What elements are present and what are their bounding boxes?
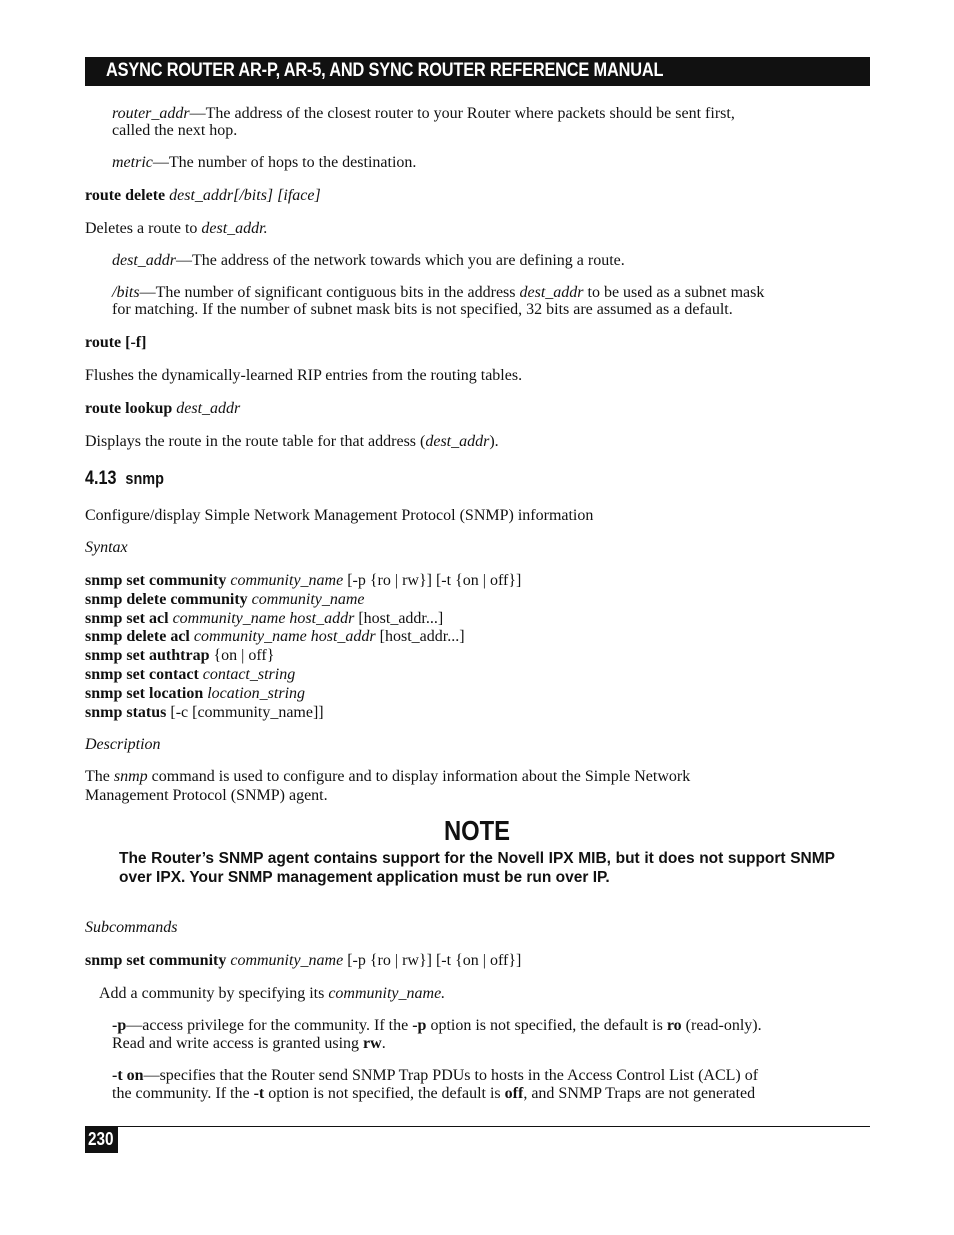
section-heading: 4.13 snmp — [85, 468, 164, 489]
syntax-line: snmp set acl community_name host_addr [host_addr...] — [85, 609, 444, 627]
route-flush-syntax: route [-f] — [85, 334, 147, 351]
route-lookup-desc: Displays the route in the route table for that address (dest_addr). — [85, 433, 499, 450]
description-line-2: Management Protocol (SNMP) agent. — [85, 787, 328, 804]
syntax-label: Syntax — [85, 539, 128, 556]
sub-t-line-2: the community. If the -t option is not specified, the default is off, and SNMP Traps are not generated — [112, 1085, 756, 1102]
syntax-line: snmp delete acl community_name host_addr [host_addr...] — [85, 628, 465, 646]
page-number-box — [85, 1126, 118, 1153]
description-label: Description — [85, 736, 161, 753]
bits-line-1: /bits—The number of significant contiguous bits in the address dest_addr to be used as a subnet mask — [112, 284, 765, 301]
syntax-line: snmp set location location_string — [85, 684, 306, 702]
sub-t-line-1: -t on—specifies that the Router send SNMP Trap PDUs to hosts in the Access Control List (ACL) of — [112, 1067, 759, 1084]
syntax-line: snmp delete community community_name — [85, 590, 365, 608]
sub-add-desc: Add a community by specifying its community_name. — [99, 985, 446, 1002]
syntax-line: snmp set contact contact_string — [85, 666, 296, 683]
router-addr-line-2: called the next hop. — [112, 122, 238, 139]
sub-snmp-set-community: snmp set community community_name [-p {ro | rw}] [-t {on | off}] — [85, 952, 522, 969]
route-lookup-syntax: route lookup dest_addr — [85, 400, 241, 417]
footer-rule — [85, 1126, 870, 1127]
bits-line-2: for matching. If the number of subnet mask bits is not specified, 32 bits are assumed as a default. — [112, 301, 733, 318]
route-flush-desc: Flushes the dynamically-learned RIP entries from the routing tables. — [85, 367, 523, 384]
subcommands-label: Subcommands — [85, 919, 178, 936]
section-intro: Configure/display Simple Network Management Protocol (SNMP) information — [85, 507, 594, 524]
metric-line: metric—The number of hops to the destination. — [112, 154, 417, 171]
dest-addr-line: dest_addr—The address of the network towards which you are defining a route. — [112, 252, 625, 269]
route-delete-syntax: route delete dest_addr[/bits] [iface] — [85, 187, 321, 204]
header-bar — [85, 57, 870, 86]
note-title: NOTE — [443, 815, 511, 846]
router-addr-line-1: router_addr—The address of the closest router to your Router where packets should be sent first, — [112, 105, 735, 122]
note-text: The Router’s SNMP agent contains support for the Novell IPX MIB, but it does not support SNMP over IPX. Your SNMP management application must be run over IP. — [119, 850, 835, 886]
syntax-line: snmp status [-c [community_name]] — [85, 703, 324, 721]
description-line-1: The snmp command is used to configure and to display information about the Simple Network — [85, 768, 691, 785]
syntax-line: snmp set community community_name [-p {ro | rw}] [-t {on | off}] — [85, 572, 522, 589]
sub-p-line-2: Read and write access is granted using rw. — [112, 1035, 386, 1052]
page-number: 230 — [88, 1129, 114, 1149]
sub-p-line-1: -p—access privilege for the community. If the -p option is not specified, the default is ro (read-only). — [112, 1017, 762, 1034]
header-title: ASYNC ROUTER AR-P, AR-5, AND SYNC ROUTER REFERENCE MANUAL — [106, 60, 664, 81]
syntax-line: snmp set authtrap {on | off} — [85, 647, 275, 665]
route-delete-desc: Deletes a route to dest_addr. — [85, 220, 268, 237]
